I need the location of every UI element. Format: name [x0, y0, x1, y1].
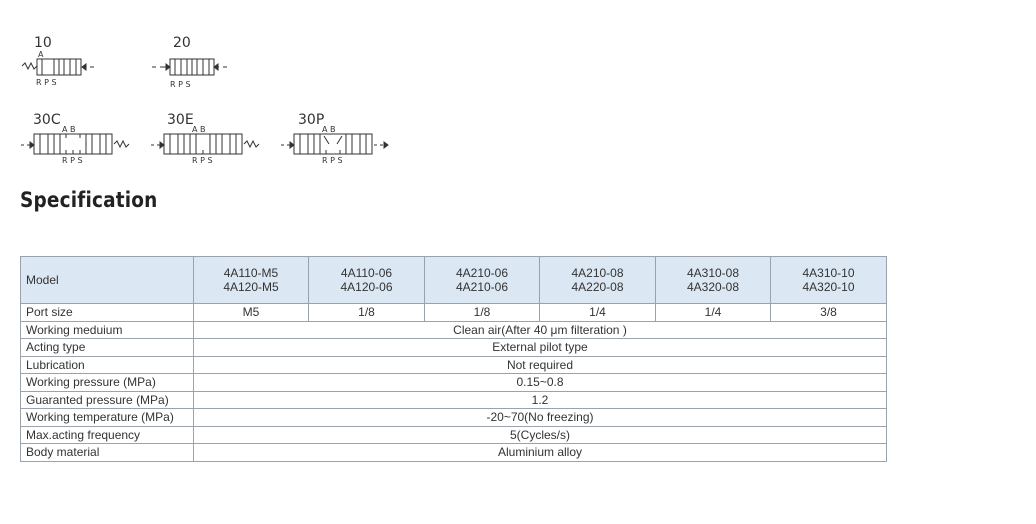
model-cell: 4A210-06 4A210-06 [425, 257, 540, 304]
table-row [21, 426, 887, 444]
model-cell: 4A310-10 4A320-10 [771, 257, 887, 304]
svg-text:R P S: R P S [322, 156, 343, 165]
symbol-label-30c: 30C [33, 112, 61, 128]
symbol-label-30e: 30E [167, 112, 194, 128]
svg-text:R P S: R P S [62, 156, 83, 165]
table-cell: M5 [194, 304, 309, 322]
row-label: Max.acting frequency [21, 426, 194, 444]
svg-text:A B: A B [322, 125, 336, 134]
row-label: Port size [21, 304, 194, 322]
svg-text:A B: A B [192, 125, 206, 134]
row-label: Lubrication [21, 356, 194, 374]
table-header-row [21, 257, 887, 304]
model-cell: 4A110-06 4A120-06 [309, 257, 425, 304]
table-row [21, 444, 887, 462]
row-label: Working meduium [21, 321, 194, 339]
table-cell: -20~70(No freezing) [194, 409, 887, 427]
table-cell: Not required [194, 356, 887, 374]
valve-symbol-30e-icon [150, 122, 262, 166]
model-cell: 4A310-08 4A320-08 [656, 257, 771, 304]
table-row [21, 391, 887, 409]
table-row [21, 356, 887, 374]
model-cell: 4A110-M5 4A120-M5 [194, 257, 309, 304]
section-heading: Specification [20, 188, 158, 212]
specification-table [20, 256, 887, 462]
table-row [21, 409, 887, 427]
svg-text:R P S: R P S [192, 156, 213, 165]
row-label: Working temperature (MPa) [21, 409, 194, 427]
table-cell: Aluminium alloy [194, 444, 887, 462]
table-cell: 1/8 [309, 304, 425, 322]
model-cell: 4A210-08 4A220-08 [540, 257, 656, 304]
header-cell-model: Model [21, 257, 194, 304]
row-label: Working pressure (MPa) [21, 374, 194, 392]
row-label: Guaranted pressure (MPa) [21, 391, 194, 409]
svg-text:A: A [38, 50, 44, 59]
table-cell: 3/8 [771, 304, 887, 322]
table-row [21, 339, 887, 357]
svg-text:R P S: R P S [36, 78, 57, 87]
table-cell: Clean air(After 40 μm filteration ) [194, 321, 887, 339]
valve-symbol-30c-icon [20, 122, 132, 166]
row-label: Acting type [21, 339, 194, 357]
table-cell: External pilot type [194, 339, 887, 357]
symbol-label-20: 20 [173, 35, 191, 51]
symbol-label-30p: 30P [298, 112, 325, 128]
table-cell: 1/4 [656, 304, 771, 322]
valve-symbol-20-icon [150, 48, 240, 92]
table-cell: 0.15~0.8 [194, 374, 887, 392]
table-cell: 1.2 [194, 391, 887, 409]
symbol-label-10: 10 [34, 35, 52, 51]
table-cell: 5(Cycles/s) [194, 426, 887, 444]
svg-text:R P S: R P S [170, 80, 191, 89]
valve-symbol-10-icon [20, 48, 110, 92]
table-row [21, 304, 887, 322]
table-row [21, 321, 887, 339]
row-label: Body material [21, 444, 194, 462]
table-cell: 1/4 [540, 304, 656, 322]
table-cell: 1/8 [425, 304, 540, 322]
table-row [21, 374, 887, 392]
valve-symbol-30p-icon [280, 122, 392, 166]
svg-text:A B: A B [62, 125, 76, 134]
